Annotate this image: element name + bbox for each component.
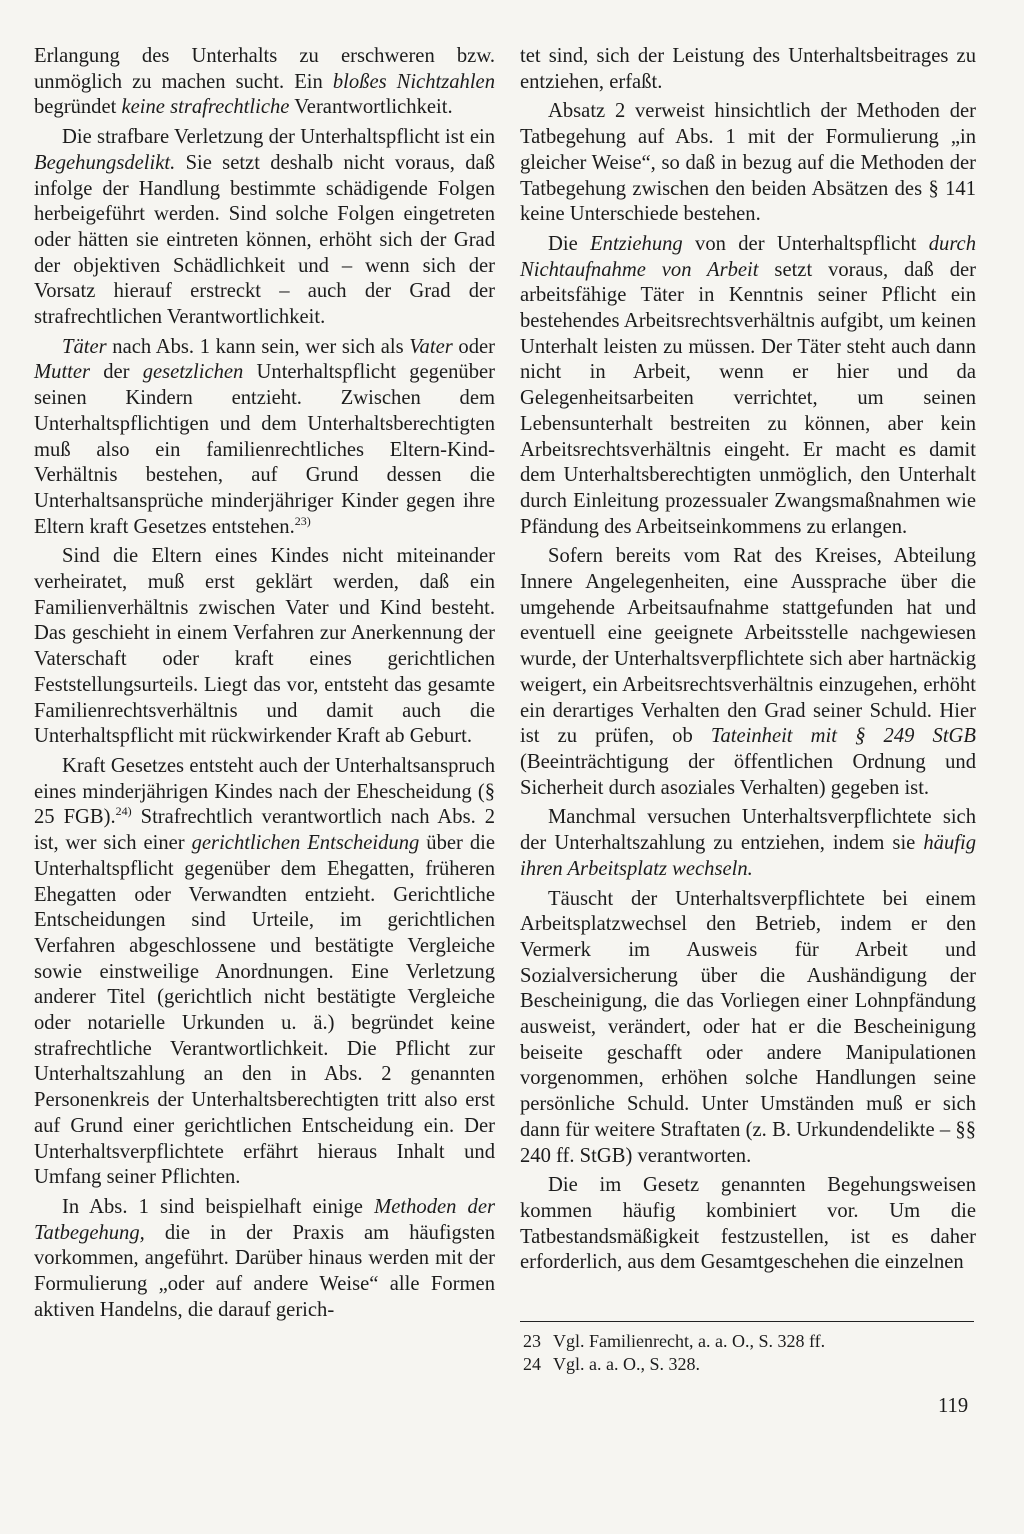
text-run: Kraft Gesetzes entsteht auch der Unterhaltsanspruch eines minderjährigen Kindes nach der Ehescheidung (§ 25 FGB).: [34, 754, 495, 829]
text-run: Sofern bereits vom Rat des Kreises, Abteilung Innere Angelegenheiten, eine Aussprache über die umgehende Arbeitsaufnahme stattgefunden hat und eventuell eine geeignete Arbeitsstelle nachgewiesen wurde, der Unterhaltsverpflichtete sich aber hartnäckig weigert, ein Arbeitsrechtsverhältnis einzugehen, erhöht ein derartiges Verhalten den Grad seiner Schuld. Hier ist zu prüfen, ob: [520, 545, 976, 748]
emphasis: Methoden der Tatbegehung,: [34, 1195, 495, 1244]
paragraph: [520, 99, 976, 228]
paragraph: [34, 335, 495, 541]
right-text-column: [520, 44, 976, 1276]
text-run: Verantwortlichkeit.: [289, 96, 453, 119]
footnote-ref: 23): [294, 513, 311, 528]
text-run: Die: [548, 232, 591, 255]
paragraph: [34, 754, 495, 1191]
emphasis: häufig ihren Arbeitsplatz wechseln.: [520, 832, 976, 880]
footnote-text: Vgl. a. a. O., S. 328.: [553, 1354, 700, 1374]
text-run: Die strafbare Verletzung der Unterhaltspflicht ist ein: [62, 126, 495, 149]
paragraph: [34, 125, 495, 331]
text-run: Die im Gesetz genannten Begehungsweisen kommen häufig kombiniert vor. Um die Tatbestandsmäßigkeit festzustellen, ist es daher erforderlich, aus dem Gesamtgeschehen die einzelnen: [520, 1174, 976, 1274]
text-run: Absatz 2 verweist hinsichtlich der Methoden der Tatbegehung auf Abs. 1 mit der Formulierung „in gleicher Weise“, so daß in bezug auf die Methoden der Tatbegehung zwischen den beiden Absätzen des § 141 keine Unterschiede bestehen.: [520, 100, 976, 226]
text-run: von der Unterhaltspflicht: [682, 232, 929, 255]
footnote-rule: [520, 1321, 974, 1322]
footnotes: [523, 1330, 973, 1376]
paragraph: [34, 1195, 495, 1324]
text-run: nach Abs. 1 kann sein, wer sich als: [106, 335, 410, 358]
paragraph: [520, 887, 976, 1170]
footnote-ref: 24): [115, 804, 132, 819]
emphasis: durch Nichtaufnahme von Arbeit: [520, 232, 976, 281]
paragraph: [520, 232, 976, 540]
emphasis: gerichtlichen Entscheidung: [191, 832, 420, 855]
text-run: Manchmal versuchen Unterhaltsverpflichtete sich der Unterhaltszahlung zu entziehen, indem sie: [520, 806, 976, 855]
emphasis: Entziehung: [590, 232, 683, 255]
emphasis: keine strafrechtliche: [121, 96, 290, 119]
page-number: 119: [938, 1395, 969, 1417]
text-run: über die Unterhaltspflicht gegenüber dem Ehegatten, früheren Ehegatten oder Verwandten entzieht. Gerichtliche Entscheidungen sind Urteile, im gerichtlichen Verfahren abgeschlossene und bestätigte Vergleiche sowie einstweilige Anordnungen. Eine Verletzung anderer Titel (gerichtlich nicht bestätigte Vergleiche oder notarielle Urkunden u. ä.) begründet keine strafrechtliche Verantwortlichkeit. Die Pflicht zur Unterhaltszahlung an den in Abs. 2 genannten Personenkreis der Unterhaltsberechtigten tritt also erst auf Grund einer gerichtlichen Entscheidung ein. Der Unterhaltsverpflichtete erfährt hieraus Inhalt und Umfang seiner Pflichten.: [34, 832, 495, 1189]
emphasis: bloßes Nichtzahlen: [332, 70, 495, 93]
footnote-number: 23: [523, 1331, 541, 1351]
text-run: setzt voraus, daß der arbeitsfähige Täter in Kenntnis seiner Pflicht ein bestehendes Arbeitsrechtsverhältnis aufgibt, um keinen Unterhalt leisten zu müssen. Der Täter steht auch dann nicht in Arbeit, wenn er hier und da Gelegenheitsarbeiten verrichtet, um seinen Lebensunterhalt bestreiten zu können, aber kein Arbeitsrechtsverhältnis eingeht. Er macht es damit dem Unterhaltsberechtigten unmöglich, den Unterhalt durch Einleitung prozessualer Zwangsmaßnahmen wie Pfändung des Arbeitseinkommens zu erlangen.: [520, 258, 977, 538]
emphasis: Mutter: [34, 361, 91, 384]
text-run: oder: [452, 335, 495, 358]
footnote-text: Vgl. Familienrecht, a. a. O., S. 328 ff.: [553, 1331, 826, 1351]
paragraph: [520, 805, 976, 882]
text-run: tet sind, sich der Leistung des Unterhaltsbeitrages zu entziehen, erfaßt.: [520, 45, 976, 93]
paragraph: [520, 1173, 976, 1276]
footnote: [523, 1353, 973, 1376]
text-run: Sind die Eltern eines Kindes nicht miteinander verheiratet, muß erst geklärt werden, daß ein Familienverhältnis zwischen Vater und Kind besteht. Das geschieht in einem Verfahren zur Anerkennung der Vaterschaft oder kraft eines gerichtlichen Feststellungsurteils. Liegt das vor, entsteht das gesamte Familienrechtsverhältnis und damit auch die Unterhaltspflicht mit rückwirkender Kraft ab Geburt.: [34, 545, 495, 748]
footnote-number: 24: [523, 1354, 541, 1374]
text-run: (Beeinträchtigung der öffentlichen Ordnung und Sicherheit durch asoziales Verhalten) gegeben ist.: [520, 750, 976, 799]
text-run: Unterhaltspflicht gegenüber seinen Kindern entzieht. Zwischen dem Unterhaltspflichtigen und dem Unterhaltsberechtigten muß also ein familienrechtliches Eltern-Kind-Verhältnis bestehen, auf Grund dessen die Unterhaltsansprüche minderjähriger Kinder gegen ihre Eltern kraft Gesetzes entstehen.: [34, 361, 495, 538]
footnote: [523, 1330, 973, 1353]
emphasis: gesetzlichen: [142, 361, 244, 384]
paragraph: [520, 544, 976, 801]
text-run: Sie setzt deshalb nicht voraus, daß infolge der Handlung bestimmte schädigende Folgen herbeigeführt werden. Sind solche Folgen eingetreten oder hätten sie eintreten können, erhöht sich der Grad der objektiven Schädlichkeit und – wenn sich der Vorsatz hierauf erstreckt – auch der Grad der strafrechtlichen Verantwortlichkeit.: [34, 151, 495, 329]
text-run: begründet: [34, 96, 122, 119]
paragraph: [520, 44, 976, 95]
paragraph: [34, 44, 495, 121]
text-run: Strafrechtlich verantwortlich nach Abs. 2 ist, wer sich einer: [34, 806, 496, 855]
paragraph: [34, 544, 495, 750]
emphasis: Vater: [409, 335, 453, 358]
text-run: der: [90, 361, 143, 384]
emphasis: Begehungsdelikt.: [34, 151, 176, 174]
emphasis: Täter: [62, 335, 107, 358]
emphasis: Tateinheit mit § 249 StGB: [710, 725, 977, 748]
text-run: Täuscht der Unterhaltsverpflichtete bei einem Arbeitsplatzwechsel den Betrieb, indem er den Vermerk im Ausweis für Arbeit und Sozialversicherung über die Aushändigung der Bescheinigung, die das Vorliegen einer Lohnpfändung ausweist, verändert, oder hat er die Bescheinigung beiseite geschafft oder andere Manipulationen vorgenommen, erhöhen solche Handlungen seine persönliche Schuld. Unter Umständen muß er sich dann für weitere Straftaten (z. B. Urkundendelikte – §§ 240 ff. StGB) verantworten.: [520, 887, 976, 1167]
text-run: Erlangung des Unterhalts zu erschweren bzw. unmöglich zu machen sucht. Ein: [34, 45, 495, 93]
left-text-column: [34, 44, 495, 1323]
text-run: die in der Praxis am häufigsten vorkommen, angeführt. Darüber hinaus werden mit der Formulierung „oder auf andere Weise“ alle Formen aktiven Handelns, die darauf gerich-: [34, 1221, 495, 1321]
text-run: In Abs. 1 sind beispielhaft einige: [62, 1195, 375, 1218]
